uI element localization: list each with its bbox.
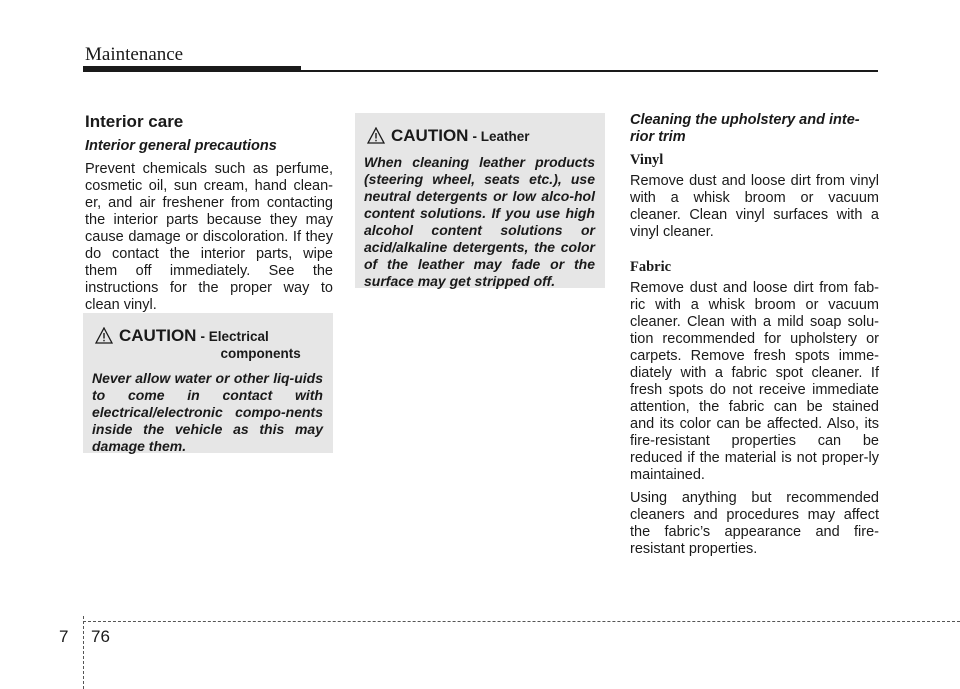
section-title: Interior care bbox=[85, 112, 184, 131]
vinyl-paragraph: Remove dust and loose dirt from vinyl with a whisk broom or vacuum cleaner. Clean vinyl surfaces with a vinyl cleaner. bbox=[630, 173, 879, 240]
caution-suffix: - Leather bbox=[472, 129, 530, 144]
caution-suffix: - Electrical components bbox=[200, 329, 301, 361]
caution-label: CAUTION bbox=[391, 126, 469, 145]
upholstery-title: Cleaning the upholstery and inte-rior trim bbox=[630, 112, 860, 145]
subsection-title: Interior general precautions bbox=[85, 138, 277, 154]
right-column bbox=[630, 112, 879, 564]
header-rule-thin bbox=[301, 70, 878, 72]
caution-box-electrical bbox=[83, 313, 333, 453]
vinyl-heading: Vinyl bbox=[630, 152, 664, 168]
footer-rule bbox=[83, 621, 960, 622]
header-rule-thick bbox=[83, 66, 301, 72]
caution-text: Never allow water or other liq-uids to come in contact with electrical/electronic compo-nents inside the vehicle as this may damage them. bbox=[92, 370, 323, 454]
fabric-paragraph: Remove dust and loose dirt from fab-ric with a whisk broom or vacuum cleaner. Clean with a mild soap solu-tion recommended for upholstery or carpets. Remove fresh spots imme-diately with a fabric spot cleaner. If fresh spots do not receive immediate attention, the fabric can be stained and its color can be affected. Also, its fire-resistant properties can be reduced if the material is not proper-ly maintained. bbox=[630, 280, 879, 483]
precautions-paragraph: Prevent chemicals such as perfume, cosmetic oil, sun cream, hand clean-er, and air freshener from contacting the interior parts because they may cause damage or discoloration. If they do contact the interior parts, wipe them off immediately. See the instructions for the proper way to clean vinyl. bbox=[85, 161, 333, 313]
fabric-heading: Fabric bbox=[630, 259, 672, 275]
left-column bbox=[85, 112, 333, 320]
caution-text: When cleaning leather products (steering wheel, seats etc.), use neutral detergents or low alco-hol content solutions. If you use high alcohol content solutions or acid/alkaline detergents, the color of the leather may fade or the surface may get stripped off. bbox=[364, 154, 595, 289]
warning-triangle-icon bbox=[367, 127, 385, 144]
warning-triangle-icon bbox=[95, 327, 113, 344]
caution-header bbox=[355, 113, 605, 146]
page-number: 76 bbox=[91, 627, 110, 646]
header-title: Maintenance bbox=[85, 44, 184, 65]
caution-label: CAUTION bbox=[119, 326, 197, 345]
chapter-number: 7 bbox=[59, 627, 69, 646]
fabric-paragraph-2: Using anything but recommended cleaners and procedures may affect the fabric’s appearance and fire-resistant properties. bbox=[630, 490, 879, 557]
footer-vline bbox=[83, 616, 84, 689]
caution-box-leather bbox=[355, 113, 605, 288]
caution-header bbox=[83, 313, 333, 362]
